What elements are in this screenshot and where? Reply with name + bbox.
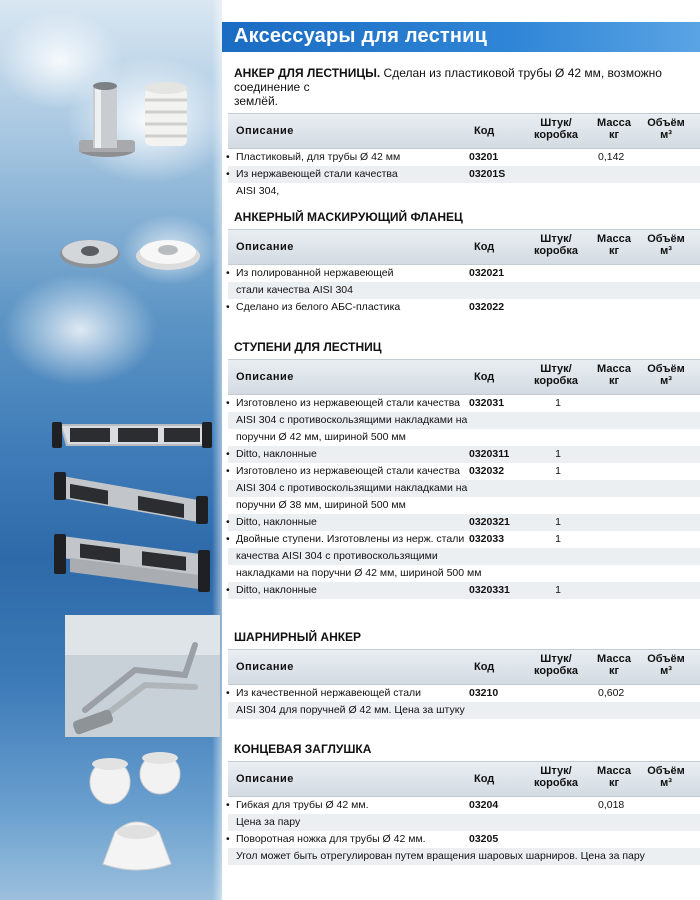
col-code: Код — [474, 371, 495, 383]
section-end-cap — [228, 742, 700, 865]
col-pcs: Штук/ коробка — [534, 233, 578, 257]
table-row: качества AISI 304 с противоскользящими — [228, 548, 700, 565]
table-row: • Гибкая для трубы Ø 42 мм. 03204 0,018 — [228, 797, 700, 814]
section-flange — [228, 210, 700, 316]
col-pcs: Штук/ коробка — [534, 363, 578, 387]
col-description: Описание — [236, 661, 294, 673]
col-mass: Масса кг — [597, 363, 631, 387]
col-code: Код — [474, 773, 495, 785]
table-row: • Ditto, наклонные 0320331 1 — [228, 582, 700, 599]
section-ladder-anchor — [228, 66, 700, 200]
table-row: поручни Ø 38 мм, шириной 500 мм — [236, 499, 406, 511]
col-description: Описание — [236, 125, 294, 137]
col-code: Код — [474, 241, 495, 253]
table-row: • Ditto, наклонные 0320321 1 — [228, 514, 700, 531]
table-row: накладками на поручни Ø 42 мм, шириной 500 мм — [236, 567, 482, 579]
step-product-image-1 — [52, 418, 212, 453]
col-volume: Объём м³ — [647, 117, 685, 141]
table-body — [228, 685, 700, 719]
section-title: СТУПЕНИ ДЛЯ ЛЕСТНИЦ — [234, 340, 382, 354]
section-title: КОНЦЕВАЯ ЗАГЛУШКА — [234, 742, 372, 756]
table-row: • Изготовлено из нержавеющей стали качества 032031 1 — [228, 395, 700, 412]
page-title: Аксессуары для лестниц — [234, 25, 488, 47]
col-description: Описание — [236, 773, 294, 785]
table-row: стали качества AISI 304 — [228, 282, 700, 299]
table-header — [228, 229, 700, 265]
step-product-image-2 — [48, 470, 213, 530]
table-row: • Изготовлено из нержавеющей стали качества 032032 1 — [228, 463, 700, 480]
table-row: • Ditto, наклонные 0320311 1 — [228, 446, 700, 463]
table-row: AISI 304 с противоскользящими накладками на — [228, 480, 700, 497]
end-cap-product-image — [85, 752, 190, 872]
table-body — [228, 265, 700, 316]
section-desc-line-2: землёй. — [234, 94, 279, 108]
col-pcs: Штук/ коробка — [534, 765, 578, 789]
section-hinged-anchor — [228, 630, 700, 719]
col-code: Код — [474, 661, 495, 673]
table-row: AISI 304, — [236, 185, 280, 197]
page-title-bar — [222, 22, 700, 52]
col-code: Код — [474, 125, 495, 137]
col-volume: Объём м³ — [647, 765, 685, 789]
col-volume: Объём м³ — [647, 653, 685, 677]
table-body — [228, 797, 700, 865]
col-mass: Масса кг — [597, 233, 631, 257]
section-desc-line-1: Сделан из пластиковой трубы Ø 42 мм, возможно соединение с — [234, 66, 662, 94]
table-row: • Из качественной нержавеющей стали 03210 0,602 — [228, 685, 700, 702]
table-row: • Сделано из белого АБС-пластика 032022 — [228, 299, 700, 316]
table-row: • Из нержавеющей стали качества 03201S — [228, 166, 700, 183]
table-header — [228, 761, 700, 797]
table-row: поручни Ø 42 мм, шириной 500 мм — [236, 431, 406, 443]
col-volume: Объём м³ — [647, 233, 685, 257]
section-steps — [228, 340, 700, 599]
col-mass: Масса кг — [597, 653, 631, 677]
table-row: • Двойные ступени. Изготовлены из нерж. стали 032033 1 — [228, 531, 700, 548]
table-header — [228, 359, 700, 395]
double-step-product-image — [50, 532, 212, 594]
table-header — [228, 649, 700, 685]
table-header — [228, 113, 700, 149]
table-body — [228, 395, 700, 599]
col-mass: Масса кг — [597, 765, 631, 789]
table-row: • Из полированной нержавеющей 032021 — [228, 265, 700, 282]
col-pcs: Штук/ коробка — [534, 117, 578, 141]
col-description: Описание — [236, 241, 294, 253]
table-row: • Поворотная ножка для трубы Ø 42 мм. 03205 — [228, 831, 700, 848]
table-body — [228, 149, 700, 200]
hinged-anchor-product-image — [65, 615, 220, 737]
section-title: АНКЕРНЫЙ МАСКИРУЮЩИЙ ФЛАНЕЦ — [234, 210, 463, 224]
table-row: AISI 304 с противоскользящими накладками на — [228, 412, 700, 429]
col-pcs: Штук/ коробка — [534, 653, 578, 677]
col-description: Описание — [236, 371, 294, 383]
table-row: Угол может быть отрегулирован путем вращения шаровых шарниров. Цена за пару — [228, 848, 700, 865]
table-row: AISI 304 для поручней Ø 42 мм. Цена за штуку — [228, 702, 700, 719]
section-title: ШАРНИРНЫЙ АНКЕР — [234, 630, 362, 644]
section-title-text: АНКЕР ДЛЯ ЛЕСТНИЦЫ. — [234, 66, 381, 80]
col-mass: Масса кг — [597, 117, 631, 141]
section-title — [228, 66, 700, 108]
table-row: • Пластиковый, для трубы Ø 42 мм 03201 0,142 — [228, 149, 700, 166]
anchor-product-image — [65, 78, 195, 163]
table-row: Цена за пару — [228, 814, 700, 831]
flange-product-image — [58, 232, 208, 277]
col-volume: Объём м³ — [647, 363, 685, 387]
